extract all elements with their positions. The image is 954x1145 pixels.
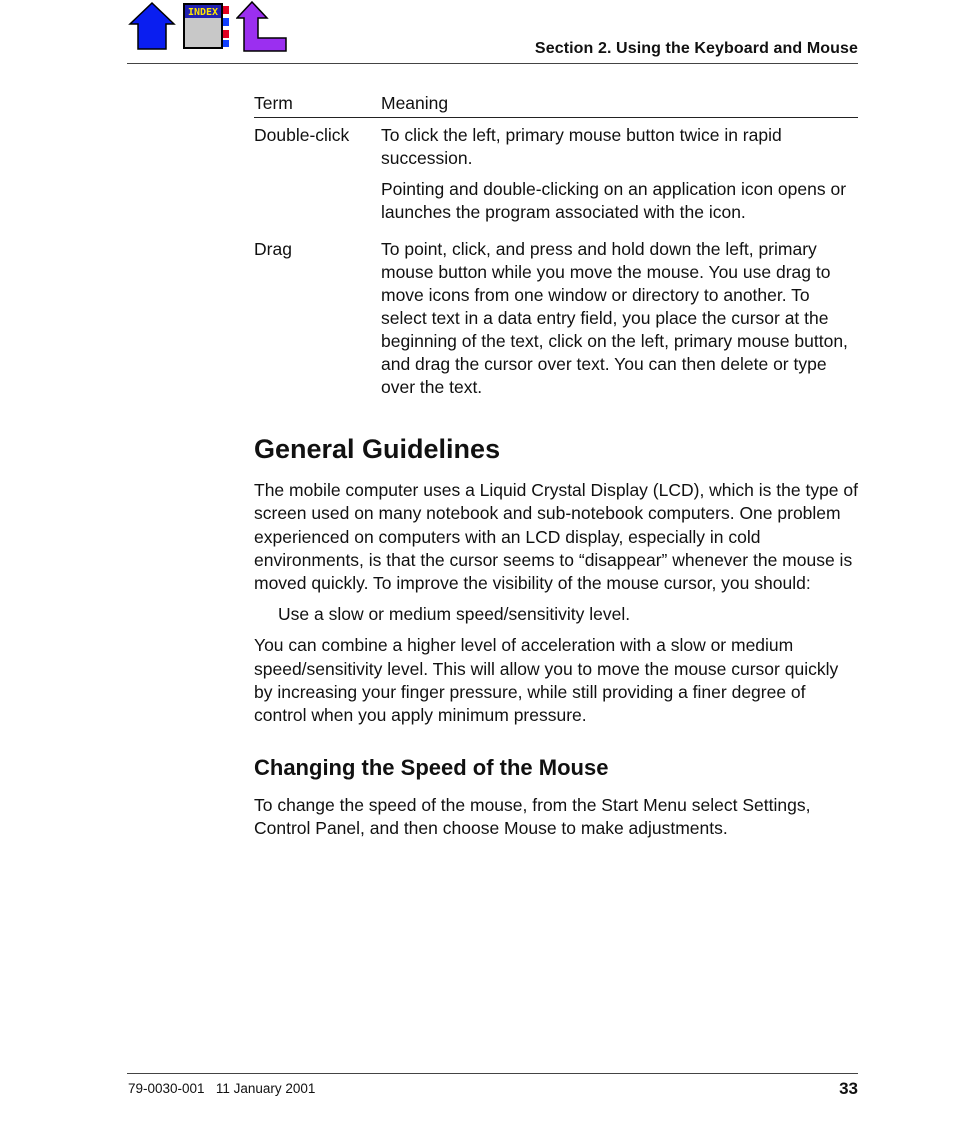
footer-doc-info: 79-0030-001 11 January 2001 bbox=[128, 1081, 316, 1096]
speed-paragraph: To change the speed of the mouse, from the Start Menu select Settings, Control Panel, and then choose Mouse to make adjustments. bbox=[254, 794, 811, 838]
home-arrow-icon[interactable] bbox=[128, 0, 176, 52]
term-cell: Drag bbox=[254, 239, 292, 259]
general-intro-paragraph: The mobile computer uses a Liquid Crystal Display (LCD), which is the type of screen used on many notebook and sub-notebook computers. One problem experienced on computers with an LCD display, especially in cold environments, is that the cursor seems to “disappear” whenever the mouse is moved quickly. To improve the visibility of the mouse cursor, you should: bbox=[254, 480, 858, 594]
general-guidelines-heading: General Guidelines bbox=[254, 434, 501, 464]
page-number: 33 bbox=[839, 1079, 858, 1098]
term-table bbox=[254, 92, 858, 407]
speed-heading: Changing the Speed of the Mouse bbox=[254, 754, 609, 780]
table-header-row bbox=[254, 92, 858, 118]
meaning-cell bbox=[381, 118, 858, 233]
footer-divider bbox=[127, 1073, 858, 1074]
index-label: INDEX bbox=[187, 7, 219, 18]
up-arrow-icon[interactable] bbox=[236, 0, 288, 54]
meaning-cell bbox=[381, 232, 858, 407]
header-divider bbox=[127, 63, 858, 64]
table-row bbox=[254, 232, 858, 407]
term-cell: Double-click bbox=[254, 125, 350, 145]
meaning-paragraph: Pointing and double-clicking on an application icon opens or launches the program associated with the icon. bbox=[381, 179, 847, 222]
column-header-term: Term bbox=[254, 92, 381, 118]
meaning-paragraph: To point, click, and press and hold down the left, primary mouse button while you move the mouse. You use drag to move icons from one window or directory to another. To select text in a data entry field, you place the cursor at the beginning of the text, click on the left, primary mouse button, and drag the cursor over text. You can then delete or type over the text. bbox=[381, 239, 848, 397]
general-followup-paragraph: You can combine a higher level of acceleration with a slow or medium speed/sensitivity level. This will allow you to move the mouse cursor quickly by increasing your finger pressure, while still providing a finer degree of control when you apply minimum pressure. bbox=[254, 635, 839, 726]
page-content bbox=[254, 92, 858, 848]
index-book-icon[interactable] bbox=[182, 0, 232, 52]
table-row bbox=[254, 118, 858, 233]
column-header-meaning: Meaning bbox=[381, 92, 858, 118]
meaning-paragraph: To click the left, primary mouse button twice in rapid succession. bbox=[381, 125, 782, 168]
guideline-bullet: Use a slow or medium speed/sensitivity level. bbox=[278, 604, 631, 625]
section-title: Section 2. Using the Keyboard and Mouse bbox=[534, 40, 858, 57]
